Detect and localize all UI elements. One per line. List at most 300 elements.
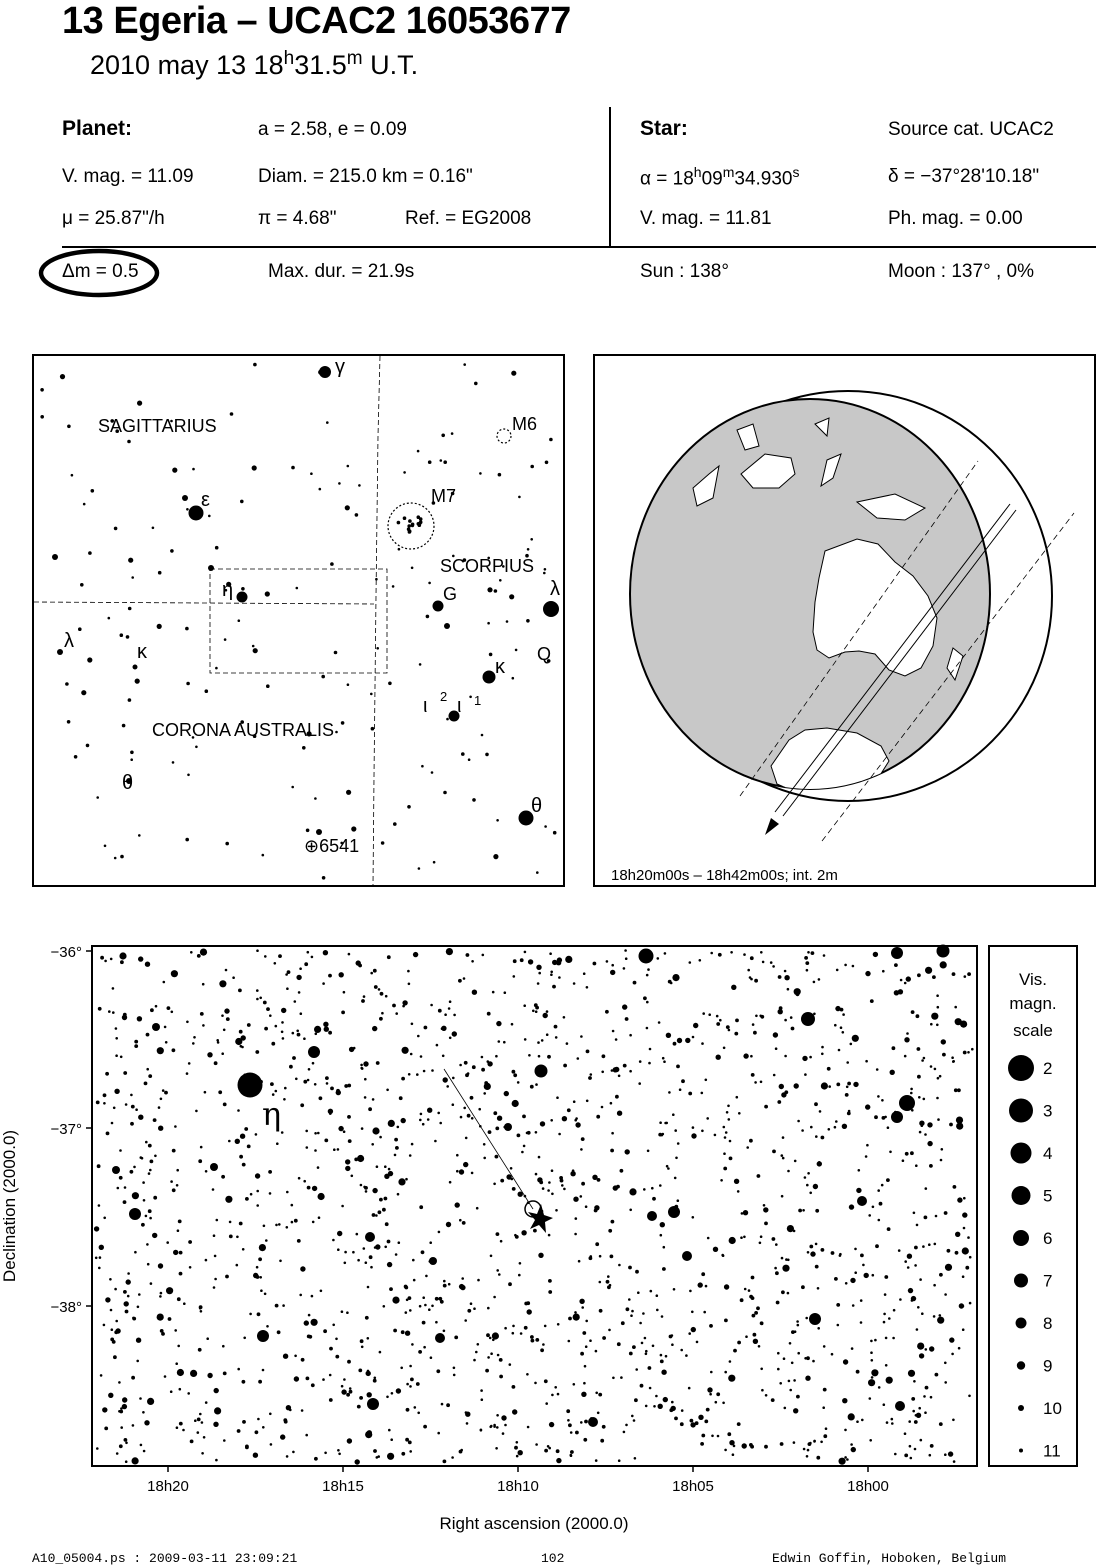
finder-star	[433, 861, 436, 864]
field-star	[737, 1190, 740, 1193]
field-star	[223, 1029, 226, 1032]
field-star	[813, 1440, 816, 1443]
footer-page: 102	[541, 1551, 565, 1566]
field-star	[806, 1184, 809, 1187]
field-star	[110, 958, 113, 961]
direction-arrow	[765, 818, 779, 835]
field-star	[566, 1409, 570, 1413]
field-star	[204, 1091, 207, 1094]
field-star	[387, 1240, 391, 1244]
field-star	[187, 1392, 190, 1395]
event-datetime	[90, 48, 418, 81]
field-star	[723, 1152, 726, 1155]
field-star	[125, 1310, 129, 1314]
field-star	[585, 1345, 588, 1348]
field-star	[456, 1154, 459, 1157]
field-star	[658, 1133, 662, 1137]
field-star	[671, 1406, 676, 1411]
field-bright-star	[682, 1251, 692, 1261]
finder-star	[499, 579, 502, 582]
field-star	[166, 1287, 173, 1294]
field-star	[534, 1382, 537, 1385]
field-star	[240, 1134, 245, 1139]
minutes-text: 31.5	[294, 50, 347, 80]
field-star	[473, 1307, 476, 1310]
field-star	[114, 1089, 119, 1094]
field-star	[538, 1253, 543, 1258]
field-star	[789, 1342, 792, 1345]
field-star	[793, 1230, 796, 1233]
field-star	[955, 1232, 960, 1237]
field-star	[329, 1347, 333, 1351]
field-star	[177, 1297, 181, 1301]
field-star	[383, 1305, 386, 1308]
field-star	[255, 1133, 258, 1136]
field-star	[729, 1237, 736, 1244]
field-star	[702, 1012, 705, 1015]
field-star	[402, 1000, 407, 1005]
finder-star	[128, 558, 133, 563]
field-star	[577, 1057, 580, 1060]
field-star	[242, 1420, 246, 1424]
field-star	[105, 1072, 109, 1076]
field-star	[600, 1439, 604, 1443]
field-star	[130, 1170, 134, 1174]
finder-star	[530, 538, 533, 541]
field-star	[333, 1148, 336, 1151]
field-star	[914, 1264, 917, 1267]
scale-label-6: 6	[1043, 1229, 1053, 1248]
field-star	[228, 1140, 231, 1143]
field-star	[701, 1434, 705, 1438]
field-star	[959, 1303, 964, 1308]
field-star	[425, 1275, 428, 1278]
field-star	[359, 1396, 363, 1400]
field-bright-star	[435, 1333, 445, 1343]
field-star	[148, 1172, 151, 1175]
finder-star	[88, 551, 92, 555]
field-star	[496, 1232, 500, 1236]
field-star	[723, 1126, 726, 1129]
field-star	[378, 988, 381, 991]
field-star	[538, 1055, 541, 1058]
field-star	[809, 1245, 813, 1249]
field-star	[318, 1193, 325, 1200]
field-star	[788, 1380, 791, 1383]
field-star	[152, 1233, 157, 1238]
field-star	[676, 1065, 680, 1069]
field-star	[852, 965, 855, 968]
field-star	[648, 1062, 651, 1065]
field-star	[760, 1368, 763, 1371]
field-star	[346, 1393, 350, 1397]
finder-star	[208, 515, 211, 518]
field-star	[503, 1126, 506, 1129]
finder-star	[205, 689, 209, 693]
field-star	[328, 1031, 332, 1035]
field-star	[215, 1459, 218, 1462]
field-star	[542, 1187, 545, 1190]
finder-star	[135, 679, 140, 684]
field-star	[213, 1234, 216, 1237]
field-star	[797, 1352, 800, 1355]
field-star	[110, 1309, 113, 1312]
field-star	[357, 1405, 361, 1409]
field-star	[963, 1051, 967, 1055]
field-star	[225, 969, 228, 972]
field-star	[237, 1429, 241, 1433]
field-star	[341, 1310, 344, 1313]
field-star	[172, 1149, 176, 1153]
field-star	[595, 1392, 598, 1395]
field-star	[954, 1088, 958, 1092]
field-star	[462, 1221, 466, 1225]
field-star	[563, 1064, 567, 1068]
field-star	[575, 1122, 580, 1127]
field-star	[632, 1345, 636, 1349]
field-star	[750, 1055, 753, 1058]
field-star	[418, 1350, 422, 1354]
field-star	[752, 1314, 756, 1318]
field-star	[372, 1188, 377, 1193]
field-star	[924, 1216, 928, 1220]
field-star	[801, 1129, 804, 1132]
field-star	[846, 1086, 849, 1089]
field-star	[221, 1052, 224, 1055]
field-star	[444, 1013, 447, 1016]
field-star	[751, 1296, 755, 1300]
field-star	[727, 1432, 731, 1436]
field-star	[268, 1170, 272, 1174]
field-star	[147, 1398, 154, 1405]
field-star	[305, 1130, 308, 1133]
field-star	[771, 1398, 775, 1402]
field-star	[968, 1395, 971, 1398]
field-star	[320, 1290, 323, 1293]
field-star	[779, 1084, 784, 1089]
field-star	[659, 1121, 662, 1124]
field-star	[940, 1159, 943, 1162]
field-star	[625, 1424, 628, 1427]
field-star	[283, 1354, 288, 1359]
field-star	[937, 1118, 940, 1121]
field-star	[395, 1253, 398, 1256]
field-star	[567, 1419, 570, 1422]
field-star	[777, 1100, 781, 1104]
field-star	[793, 1441, 796, 1444]
field-star	[103, 1093, 107, 1097]
field-star	[504, 1327, 507, 1330]
field-star	[890, 1070, 895, 1075]
field-star	[339, 972, 344, 977]
field-star	[197, 1431, 200, 1434]
field-star	[291, 1204, 294, 1207]
field-star	[733, 1445, 736, 1448]
field-star	[456, 1170, 459, 1173]
field-star	[512, 1100, 519, 1107]
finder-star	[241, 587, 245, 591]
field-star	[806, 969, 809, 972]
finder-star	[512, 677, 515, 680]
field-star	[148, 1209, 152, 1213]
field-star	[573, 1314, 580, 1321]
finder-star	[120, 855, 124, 859]
field-star	[633, 981, 637, 985]
field-star	[574, 1119, 577, 1122]
field-star	[295, 1078, 298, 1081]
field-star	[782, 1136, 785, 1139]
field-star	[534, 1003, 538, 1007]
field-star	[674, 1129, 677, 1132]
field-star	[885, 1364, 888, 1367]
field-star	[573, 1100, 576, 1103]
field-star	[441, 1026, 446, 1031]
field-star	[868, 1214, 871, 1217]
field-star	[590, 1255, 593, 1258]
field-star	[679, 1088, 682, 1091]
field-star	[912, 1410, 915, 1413]
field-star	[813, 1184, 818, 1189]
field-star	[599, 1281, 602, 1284]
field-star	[673, 1288, 676, 1291]
field-star	[384, 1246, 387, 1249]
field-star	[164, 1091, 168, 1095]
label-iota-index-1: 1	[474, 693, 482, 708]
field-star	[438, 1297, 442, 1301]
star-vmag: V. mag. = 11.81	[640, 208, 772, 229]
scale-dot-5	[1012, 1186, 1031, 1205]
field-star	[908, 1420, 911, 1423]
field-star	[448, 1283, 451, 1286]
field-star	[962, 1212, 967, 1217]
field-star	[813, 1013, 816, 1016]
field-star	[836, 969, 839, 972]
field-star	[263, 1225, 266, 1228]
field-star	[610, 1102, 613, 1105]
finder-star	[172, 468, 177, 473]
field-star	[314, 1457, 318, 1461]
field-star	[774, 1267, 777, 1270]
finder-star	[494, 589, 498, 593]
field-star	[100, 1374, 103, 1377]
finder-star	[371, 727, 375, 731]
field-star	[947, 1249, 951, 1253]
field-star	[842, 1398, 847, 1403]
field-star	[797, 1324, 800, 1327]
field-star	[250, 1193, 253, 1196]
field-star	[887, 1227, 891, 1231]
field-star	[259, 997, 262, 1000]
field-star	[787, 1259, 790, 1262]
field-star	[502, 1432, 505, 1435]
field-star	[470, 1096, 474, 1100]
field-star	[301, 1358, 305, 1362]
field-star	[764, 1105, 768, 1109]
field-star	[717, 1435, 720, 1438]
field-star	[513, 975, 516, 978]
field-star	[149, 1169, 152, 1172]
field-star	[971, 1048, 974, 1051]
field-star	[698, 1415, 703, 1420]
field-star	[237, 1109, 240, 1112]
field-star	[638, 1082, 641, 1085]
finder-star	[544, 825, 547, 828]
field-star	[734, 1179, 739, 1184]
field-star	[674, 1205, 678, 1209]
label-lambda-left: λ	[64, 630, 74, 652]
field-star	[186, 1021, 189, 1024]
field-star	[343, 1378, 346, 1381]
finder-star	[446, 718, 449, 721]
field-star	[144, 1420, 149, 1425]
field-star	[809, 1056, 812, 1059]
field-star	[446, 1222, 451, 1227]
field-star	[835, 1120, 838, 1123]
field-star	[113, 1355, 117, 1359]
field-star	[555, 1036, 558, 1039]
field-star	[910, 1088, 913, 1091]
field-star	[190, 1370, 197, 1377]
field-star	[733, 1349, 737, 1353]
field-star	[871, 1369, 878, 1376]
field-star	[435, 1297, 439, 1301]
field-star	[888, 1317, 891, 1320]
field-star	[710, 952, 713, 955]
constellation-boundary	[34, 602, 374, 604]
field-star	[314, 1083, 317, 1086]
field-star	[924, 1133, 927, 1136]
label-theta-left: θ	[122, 772, 134, 794]
field-star	[138, 956, 143, 961]
field-star	[419, 1205, 423, 1209]
finder-star	[291, 466, 295, 470]
field-star	[856, 1370, 860, 1374]
field-star	[420, 1055, 423, 1058]
field-star	[725, 1131, 728, 1134]
field-star	[840, 1008, 844, 1012]
field-star	[390, 1438, 393, 1441]
field-star	[763, 1204, 766, 1207]
m6-cluster-circle	[497, 429, 511, 443]
field-star	[731, 985, 736, 990]
field-star	[629, 1034, 632, 1037]
field-star	[623, 1064, 627, 1068]
field-star	[647, 1150, 650, 1153]
finder-star	[114, 857, 117, 860]
finder-star	[498, 473, 502, 477]
field-star	[337, 1231, 342, 1236]
field-star	[119, 1149, 122, 1152]
field-star	[882, 970, 885, 973]
field-star	[173, 1250, 178, 1255]
field-star	[716, 1015, 719, 1018]
field-star	[590, 1417, 593, 1420]
field-star	[329, 1398, 333, 1402]
field-star	[772, 965, 775, 968]
field-star	[443, 1330, 446, 1333]
field-star	[821, 1136, 825, 1140]
field-star	[628, 1298, 631, 1301]
field-star	[688, 1092, 692, 1096]
field-star	[723, 1167, 727, 1171]
field-star	[498, 1040, 501, 1043]
field-star	[598, 1393, 602, 1397]
finder-star	[128, 607, 132, 611]
field-star	[754, 1081, 757, 1084]
field-star	[190, 951, 193, 954]
field-star	[179, 1251, 183, 1255]
field-star	[842, 1013, 845, 1016]
field-star	[428, 1308, 431, 1311]
field-star	[554, 1386, 557, 1389]
field-star	[221, 1014, 224, 1017]
field-star	[496, 1021, 501, 1026]
field-star	[743, 1210, 748, 1215]
finder-star	[428, 460, 432, 464]
field-star	[954, 1006, 957, 1009]
field-star	[410, 1053, 413, 1056]
field-star	[524, 1326, 528, 1330]
field-star	[281, 1021, 284, 1024]
finder-star	[518, 496, 521, 499]
finder-star	[545, 461, 549, 465]
field-star	[119, 1410, 123, 1414]
field-star	[517, 1134, 521, 1138]
field-star	[919, 1353, 924, 1358]
field-star	[660, 1360, 664, 1364]
ytick-label-36: −36°	[50, 944, 82, 961]
field-star	[446, 1085, 449, 1088]
field-star	[308, 1068, 311, 1071]
field-star	[760, 1015, 764, 1019]
field-star	[487, 1060, 490, 1063]
field-star	[122, 1397, 127, 1402]
field-star	[112, 1340, 116, 1344]
field-star	[311, 1383, 315, 1387]
field-star	[558, 1133, 561, 1136]
field-star	[787, 1292, 790, 1295]
field-star	[892, 1046, 896, 1050]
field-star	[96, 1447, 99, 1450]
finder-star	[122, 724, 126, 728]
field-star	[142, 1411, 145, 1414]
finder-star	[543, 572, 546, 575]
field-star	[153, 1118, 157, 1122]
field-star	[743, 1236, 746, 1239]
field-star	[413, 1279, 416, 1282]
field-star	[823, 954, 826, 957]
field-star	[745, 1335, 748, 1338]
finder-star	[496, 819, 499, 822]
finder-star	[87, 657, 92, 662]
field-star	[613, 1185, 618, 1190]
scale-label-3: 3	[1043, 1101, 1053, 1121]
finder-star	[158, 571, 162, 575]
finder-star	[351, 826, 356, 831]
finder-star	[138, 834, 141, 837]
field-star	[781, 1290, 785, 1294]
field-star	[705, 1079, 708, 1082]
field-star	[805, 1317, 808, 1320]
finder-bright-star	[444, 623, 450, 629]
field-star	[417, 1035, 420, 1038]
field-star	[762, 961, 765, 964]
field-star	[873, 952, 878, 957]
field-star	[552, 985, 556, 989]
field-star	[289, 1065, 293, 1069]
field-star	[292, 1451, 295, 1454]
field-star	[810, 1126, 813, 1129]
